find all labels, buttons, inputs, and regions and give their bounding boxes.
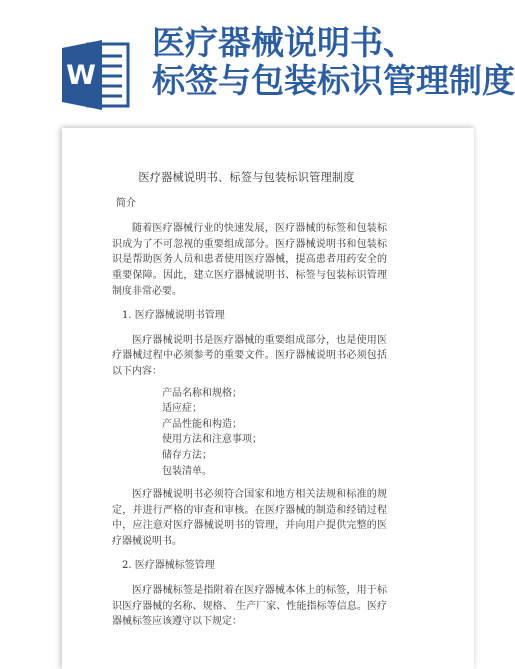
list-item: 使用方法和注意事项； [162, 434, 262, 446]
list-item: 产品名称和规格； [162, 387, 242, 399]
section-2-heading: 2. 医疗器械标签管理 [122, 560, 215, 572]
banner-title [152, 23, 515, 100]
section-1-paragraph: 医疗器械说明书是医疗器械的重要组成部分，也是使用医疗器械过程中必须参考的重要文件。医疗器械说明书必须包括以下内容： [112, 334, 387, 377]
banner-title-line-2: 标签与包装标识管理制度 [152, 61, 515, 100]
svg-text:W: W [66, 60, 96, 91]
document-body [112, 170, 387, 630]
intro-paragraph: 随着医疗器械行业的快速发展，医疗器械的标签和包装标识成为了不可忽视的重要组成部分。医疗器械说明书和包装标识是帮助医务人员和患者使用医疗器械，提高患者用药安全的重要保障。因此，建立医疗器械说明书、标签与包装标识管理制度非常必要。 [112, 223, 387, 297]
list-item: 储存方法； [162, 449, 212, 461]
section-1-content-list [162, 386, 387, 480]
list-item: 产品性能和构造； [162, 418, 242, 430]
section-1-closing-paragraph: 医疗器械说明书必须符合国家和地方相关法规和标准的规定，并进行严格的审查和审核。在医疗器械的制造和经销过程中，应注意对医疗器械说明书的管理，并向用户提供完整的医疗器械说明书。 [112, 489, 387, 547]
section-1-heading: 1. 医疗器械说明书管理 [122, 310, 225, 322]
section-2-paragraph: 医疗器械标签是指附着在医疗器械本体上的标签，用于标识医疗器械的名称、规格、 生产厂家、性能指标等信息。医疗器械标签应该遵守以下规定： [112, 585, 387, 628]
document-title: 医疗器械说明书、标签与包装标识管理制度 [138, 171, 355, 184]
word-document-icon [62, 38, 130, 112]
banner-title-line-1: 医疗器械说明书、 [152, 23, 416, 62]
list-item: 包装清单。 [162, 465, 212, 477]
list-item: 适应症； [162, 403, 202, 415]
intro-heading: 简介 [116, 197, 136, 209]
banner-header [0, 0, 515, 125]
